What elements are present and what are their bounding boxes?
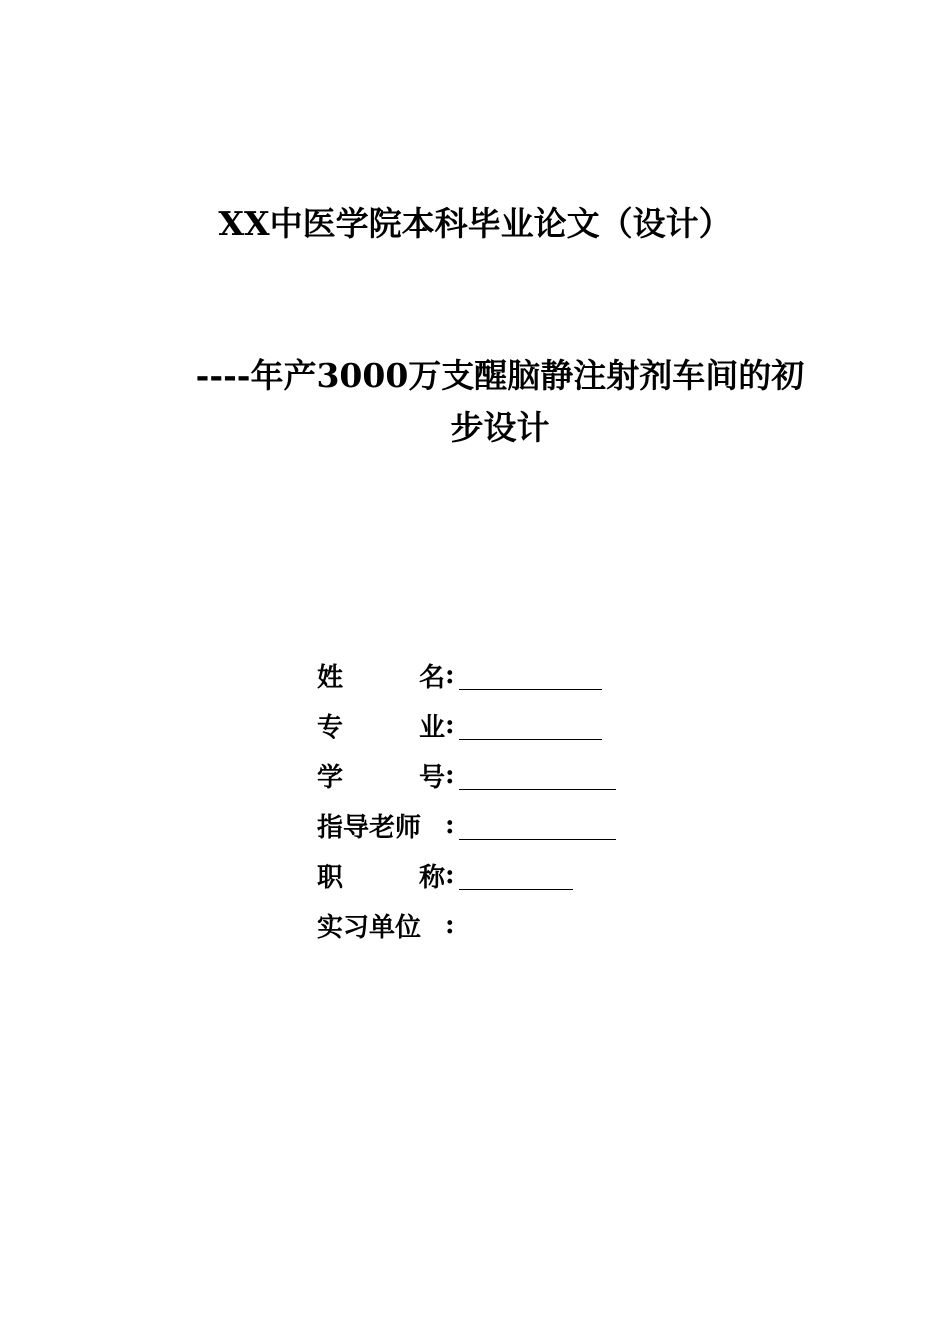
field-internship-unit	[317, 900, 737, 950]
field-student-id-label: 学 号	[317, 762, 445, 793]
field-title-colon: :	[445, 860, 455, 890]
field-internship-unit-colon: :	[445, 910, 455, 940]
thesis-title: XX中医学院本科毕业论文（设计）	[218, 204, 732, 243]
field-student-id-blank[interactable]	[459, 769, 616, 790]
subtitle-line-2: 步设计	[450, 408, 550, 447]
field-major	[317, 700, 737, 750]
field-title-label: 职 称	[317, 862, 445, 893]
field-title-blank[interactable]	[459, 869, 573, 890]
field-advisor	[317, 800, 737, 850]
field-major-colon: :	[445, 710, 455, 740]
field-internship-unit-label: 实习单位	[317, 912, 422, 943]
student-info-block	[317, 650, 737, 950]
field-student-id-colon: :	[445, 760, 455, 790]
field-title	[317, 850, 737, 900]
thesis-subtitle	[170, 350, 830, 454]
field-name-blank[interactable]	[459, 669, 602, 690]
subtitle-line-1: ----年产3000万支醒脑静注射剂车间的初	[195, 356, 805, 395]
field-name	[317, 650, 737, 700]
field-student-id	[317, 750, 737, 800]
field-advisor-colon: :	[445, 810, 455, 840]
field-advisor-blank[interactable]	[459, 819, 616, 840]
field-name-colon: :	[445, 660, 455, 690]
field-major-label: 专 业	[317, 712, 445, 743]
field-advisor-label: 指导老师	[317, 812, 422, 843]
field-major-blank[interactable]	[459, 719, 602, 740]
field-name-label: 姓 名	[317, 662, 445, 693]
